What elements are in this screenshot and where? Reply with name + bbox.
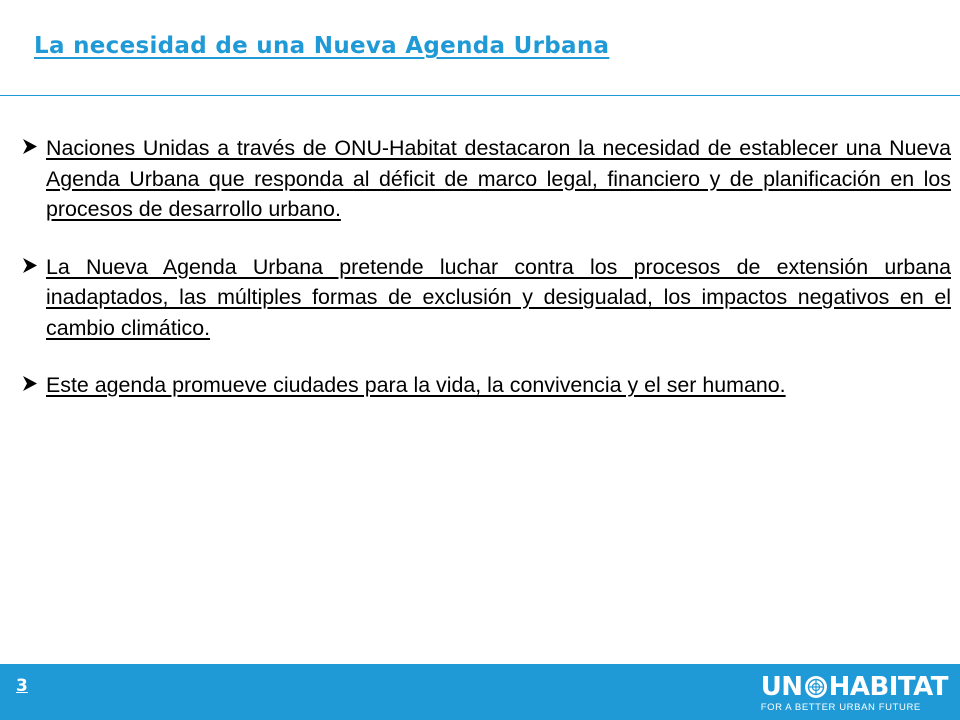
list-item	[22, 252, 951, 344]
logo-tagline: FOR A BETTER URBAN FUTURE	[760, 702, 921, 713]
bullet-text: Naciones Unidas a través de ONU-Habitat destacaron la necesidad de establecer una Nueva Agenda Urbana que responda al déficit de marco legal, financiero y de planificación en los procesos de desarrollo urbano.	[46, 136, 951, 221]
footer-bar	[0, 664, 960, 720]
un-habitat-logo	[761, 674, 948, 713]
list-item	[22, 133, 951, 225]
list-item	[22, 370, 951, 401]
arrow-bullet-icon	[22, 133, 46, 155]
un-emblem-icon	[804, 675, 828, 699]
bullet-text: Este agenda promueve ciudades para la vida, la convivencia y el ser humano.	[46, 373, 786, 397]
bullet-text: La Nueva Agenda Urbana pretende luchar contra los procesos de extensión urbana inadaptados, las múltiples formas de exclusión y desigualad, los impactos negativos en el cambio climático.	[46, 254, 951, 340]
logo-wordmark	[761, 674, 948, 700]
bullet-list	[22, 133, 951, 428]
logo-habitat-text: HABITAT	[828, 672, 948, 702]
arrow-bullet-icon	[22, 370, 46, 392]
logo-un-text: UN	[760, 672, 803, 702]
page-title: La necesidad de una Nueva Agenda Urbana	[34, 33, 610, 59]
arrow-bullet-icon	[22, 252, 46, 274]
page-number: 3	[16, 676, 28, 696]
title-divider	[0, 95, 960, 96]
